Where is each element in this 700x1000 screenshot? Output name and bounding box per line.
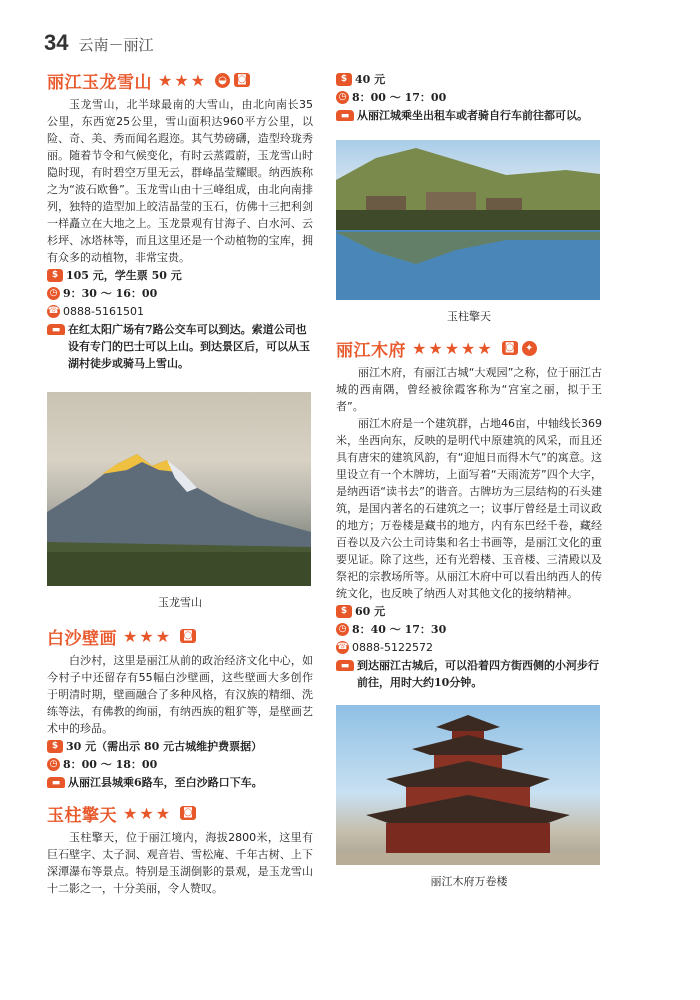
clock-icon: ◷: [336, 623, 349, 636]
page-number: 34: [44, 30, 69, 55]
rating-stars: ★★★: [158, 70, 208, 90]
rating-stars: ★★★★★: [412, 338, 494, 358]
jade-pillar-caption: 玉柱擎天: [447, 310, 491, 323]
clock-icon: ◷: [47, 287, 60, 300]
bus-icon: ▬: [47, 324, 65, 335]
price-text: 60 元: [355, 605, 386, 618]
transport-row: [47, 774, 313, 791]
hours-row: [47, 756, 313, 773]
hours-text: 8：00 ～ 17：00: [352, 91, 447, 104]
page-region: 云南－丽江: [78, 36, 154, 54]
transport-row: [47, 321, 313, 372]
price-text: 40 元: [355, 73, 386, 86]
rating-stars: ★★★: [123, 803, 173, 823]
section-title-baisha: [47, 624, 313, 648]
price-icon: $: [47, 269, 63, 282]
section-body: 玉柱擎天，位于丽江境内，海拔2800米，这里有巨石壁字、太子洞、观音岩、雪松庵、千年古树、上下深潭瀑布等景点。特别是玉湖倒影的景观，是玉龙雪山十二影之一，十分美丽，令人赞叹。: [47, 831, 313, 895]
camera-icon: ◙: [180, 629, 196, 643]
mountain-illustration: [47, 392, 311, 586]
transport-text: 在红太阳广场有7路公交车可以到达。索道公司也设有专门的巴士可以上山。到达景区后，可以从玉湖村徒步或骑马上雪山。: [68, 323, 310, 370]
mu-palace-caption: 丽江木府万卷楼: [430, 875, 508, 888]
phone-text: 0888-5161501: [63, 305, 144, 318]
hours-text: 8：00 ～ 18：00: [63, 758, 158, 771]
camera-icon: ◙: [234, 73, 250, 87]
section-title-mufu: [336, 336, 602, 360]
hours-text: 9：30 ～ 16：00: [63, 287, 158, 300]
phone-row: [47, 303, 313, 320]
price-row: [336, 603, 602, 620]
left-column: [47, 66, 313, 897]
pagoda-illustration: [336, 705, 600, 865]
right-column: [336, 70, 602, 889]
section-body: 玉龙雪山，北半球最南的大雪山，由北向南长35公里，东西宽25公里，雪山面积达960平方公里，以险、奇、美、秀而闻名遐迩。其气势磅礴，造型玲珑秀丽。随着节令和气候变化，有时云蒸霞蔚，玉龙雪山时隐时现，有时碧空万里无云，群峰晶莹耀眼。纳西族称之为“波石欧鲁”。玉龙雪山由十三峰组成，由北向南排列，独特的造型加上皎洁晶莹的玉石，仿佛十三把利剑一样矗立在大地之上。玉龙景观有甘海子、白水河、云杉坪、冰塔林等，而且这里还是一个动植物的宝库，拥有众多的动植物，非常宝贵。: [47, 98, 313, 264]
transport-row: [336, 657, 602, 691]
section-name: 丽江玉龙雪山: [47, 72, 152, 93]
camera-icon: ◙: [502, 341, 518, 355]
section-body: 白沙村，这里是丽江从前的政治经济文化中心，如今村子中还留存有55幅白沙壁画，这些壁画大多创作于明清时期，壁画融合了多种风格，有汉族的精细、洗练等法，有佛教的绚丽，有纳西族的粗犷等，是壁画艺术中的珍品。: [47, 654, 313, 735]
phone-text: 0888-5122572: [352, 641, 433, 654]
hours-row: [336, 621, 602, 638]
section-body-intro: 丽江木府，有丽江古城“大观园”之称，位于丽江古城的西南隅，曾经被徐霞客称为“宫室之丽，拟于王者”。: [336, 366, 602, 413]
price-icon: $: [47, 740, 63, 753]
mu-palace-photo: [336, 705, 600, 865]
clock-icon: ◷: [47, 758, 60, 771]
jade-dragon-caption: 玉龙雪山: [158, 596, 202, 609]
phone-row: [336, 639, 602, 656]
price-text: 105 元，学生票 50 元: [66, 269, 182, 282]
jade-pillar-photo: [336, 140, 600, 300]
food-icon: ◒: [215, 73, 230, 88]
price-text: 30 元（需出示 80 元古城维护费票据）: [66, 740, 263, 753]
price-row: [47, 267, 313, 284]
price-icon: $: [336, 605, 352, 618]
transport-row: [336, 107, 602, 124]
bus-icon: ▬: [336, 660, 354, 671]
bus-icon: ▬: [336, 110, 354, 121]
section-body-detail: 丽江木府是一个建筑群，占地46亩，中轴线长369米，坐西向东，反映的是明代中原建筑的风采，而且还具有唐宋的建筑风韵，有“迎旭日而得木气”的寓意。这里设立有一个木牌坊，上面写着“天雨流芳”四个大字，是纳西语“读书去”的谐音。古牌坊为三层结构的石头建筑，是国内著名的石建筑之一；议事厅曾经是土司议政的地方；万卷楼是藏书的地方，内有东巴经千卷，藏经百卷以及六公土司诗集和名士书画等，是丽江文化的重要见证。除了这些，还有光碧楼、玉音楼、三清殿以及祭祀的宗教场所等。从丽江木府中可以看出纳西人的传统文化，也反映了纳西人对其他文化的接纳精神。: [336, 417, 602, 600]
section-title-yuzhu: [47, 801, 313, 825]
section-name: 白沙壁画: [47, 628, 117, 649]
page-header: [44, 30, 154, 60]
camera-icon: ◙: [180, 806, 196, 820]
clock-icon: ◷: [336, 91, 349, 104]
price-row: [47, 738, 313, 755]
jade-dragon-photo: [47, 392, 311, 586]
price-row: [336, 71, 602, 88]
transport-text: 从丽江县城乘6路车，至白沙路口下车。: [68, 776, 263, 789]
bus-icon: ▬: [47, 777, 65, 788]
transport-text: 到达丽江古城后，可以沿着四方街西侧的小河步行前往，用时大约10分钟。: [357, 659, 599, 689]
section-title-yulong: [47, 68, 313, 92]
phone-icon: ☎: [47, 306, 60, 316]
compass-icon: ✦: [522, 341, 537, 356]
hours-row: [47, 285, 313, 302]
transport-text: 从丽江城乘坐出租车或者骑自行车前往都可以。: [357, 109, 588, 122]
section-name: 玉柱擎天: [47, 805, 117, 826]
rating-stars: ★★★: [123, 626, 173, 646]
lake-illustration: [336, 140, 600, 300]
phone-icon: ☎: [336, 642, 349, 652]
price-icon: $: [336, 73, 352, 86]
section-name: 丽江木府: [336, 340, 406, 361]
hours-row: [336, 89, 602, 106]
hours-text: 8：40 ～ 17：30: [352, 623, 447, 636]
